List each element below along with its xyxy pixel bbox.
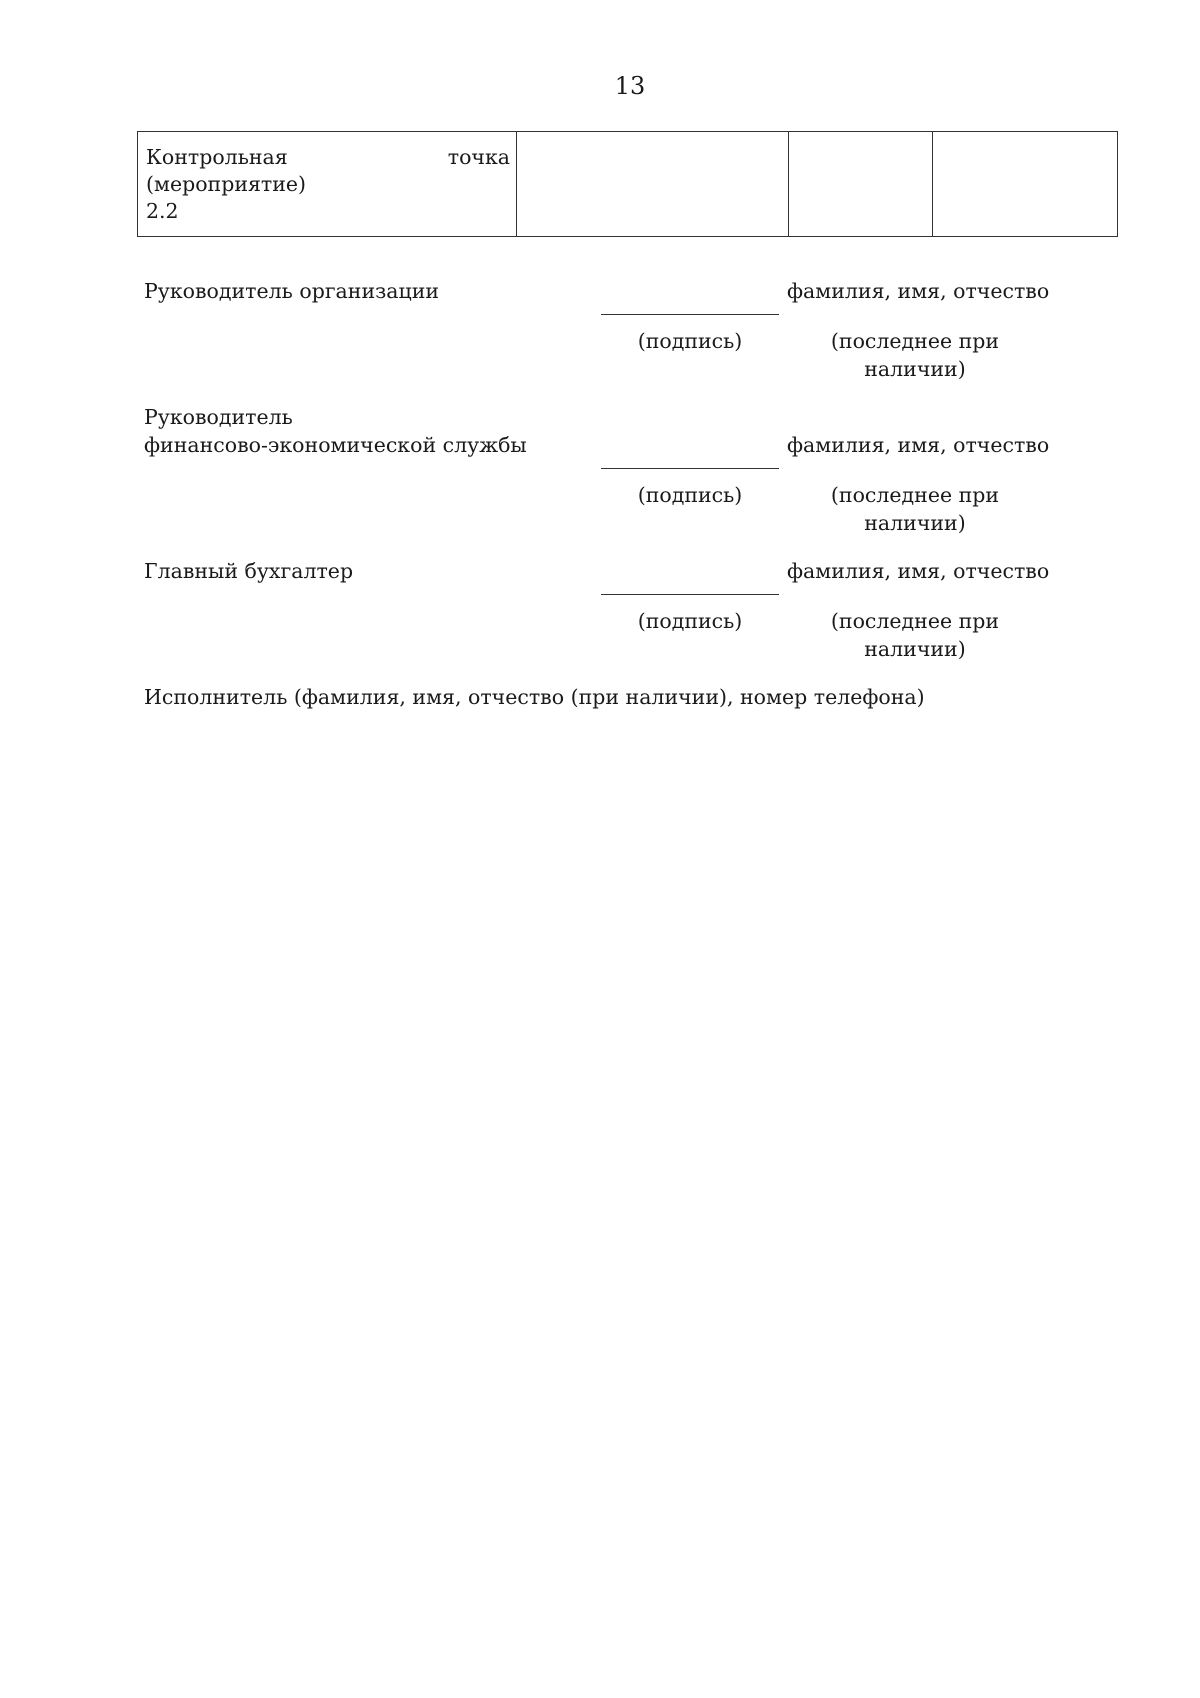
name-caption-line1: (последнее при — [830, 609, 1000, 633]
name-caption-line1: (последнее при — [830, 329, 1000, 353]
control-point-table — [137, 131, 1118, 237]
role-title: Руководитель организации — [144, 279, 440, 303]
control-point-label-cell — [138, 132, 517, 237]
name-label: фамилия, имя, отчество — [787, 559, 1050, 583]
role-title: Руководитель — [144, 405, 293, 429]
name-caption-line2: наличии) — [864, 637, 966, 661]
name-label: фамилия, имя, отчество — [787, 433, 1050, 457]
signature-caption: (подпись) — [637, 329, 743, 353]
executor-line: Исполнитель (фамилия, имя, отчество (при наличии), номер телефона) — [144, 685, 925, 709]
name-caption-line1: (последнее при — [830, 483, 1000, 507]
control-point-label: Контрольная точка (мероприятие) — [146, 145, 510, 196]
table-cell — [517, 132, 789, 237]
signature-caption: (подпись) — [637, 483, 743, 507]
table-cell — [933, 132, 1118, 237]
signature-line — [601, 468, 779, 469]
role-title: Главный бухгалтер — [144, 559, 354, 583]
table-cell — [789, 132, 933, 237]
name-caption-line2: наличии) — [864, 357, 966, 381]
signature-line — [601, 594, 779, 595]
role-title-line2: финансово-экономической службы — [144, 433, 527, 457]
table-row — [138, 132, 1118, 237]
signature-caption: (подпись) — [637, 609, 743, 633]
signature-line — [601, 314, 779, 315]
name-label: фамилия, имя, отчество — [787, 279, 1050, 303]
control-point-number: 2.2 — [146, 199, 179, 223]
page-number: 13 — [614, 72, 646, 100]
name-caption-line2: наличии) — [864, 511, 966, 535]
